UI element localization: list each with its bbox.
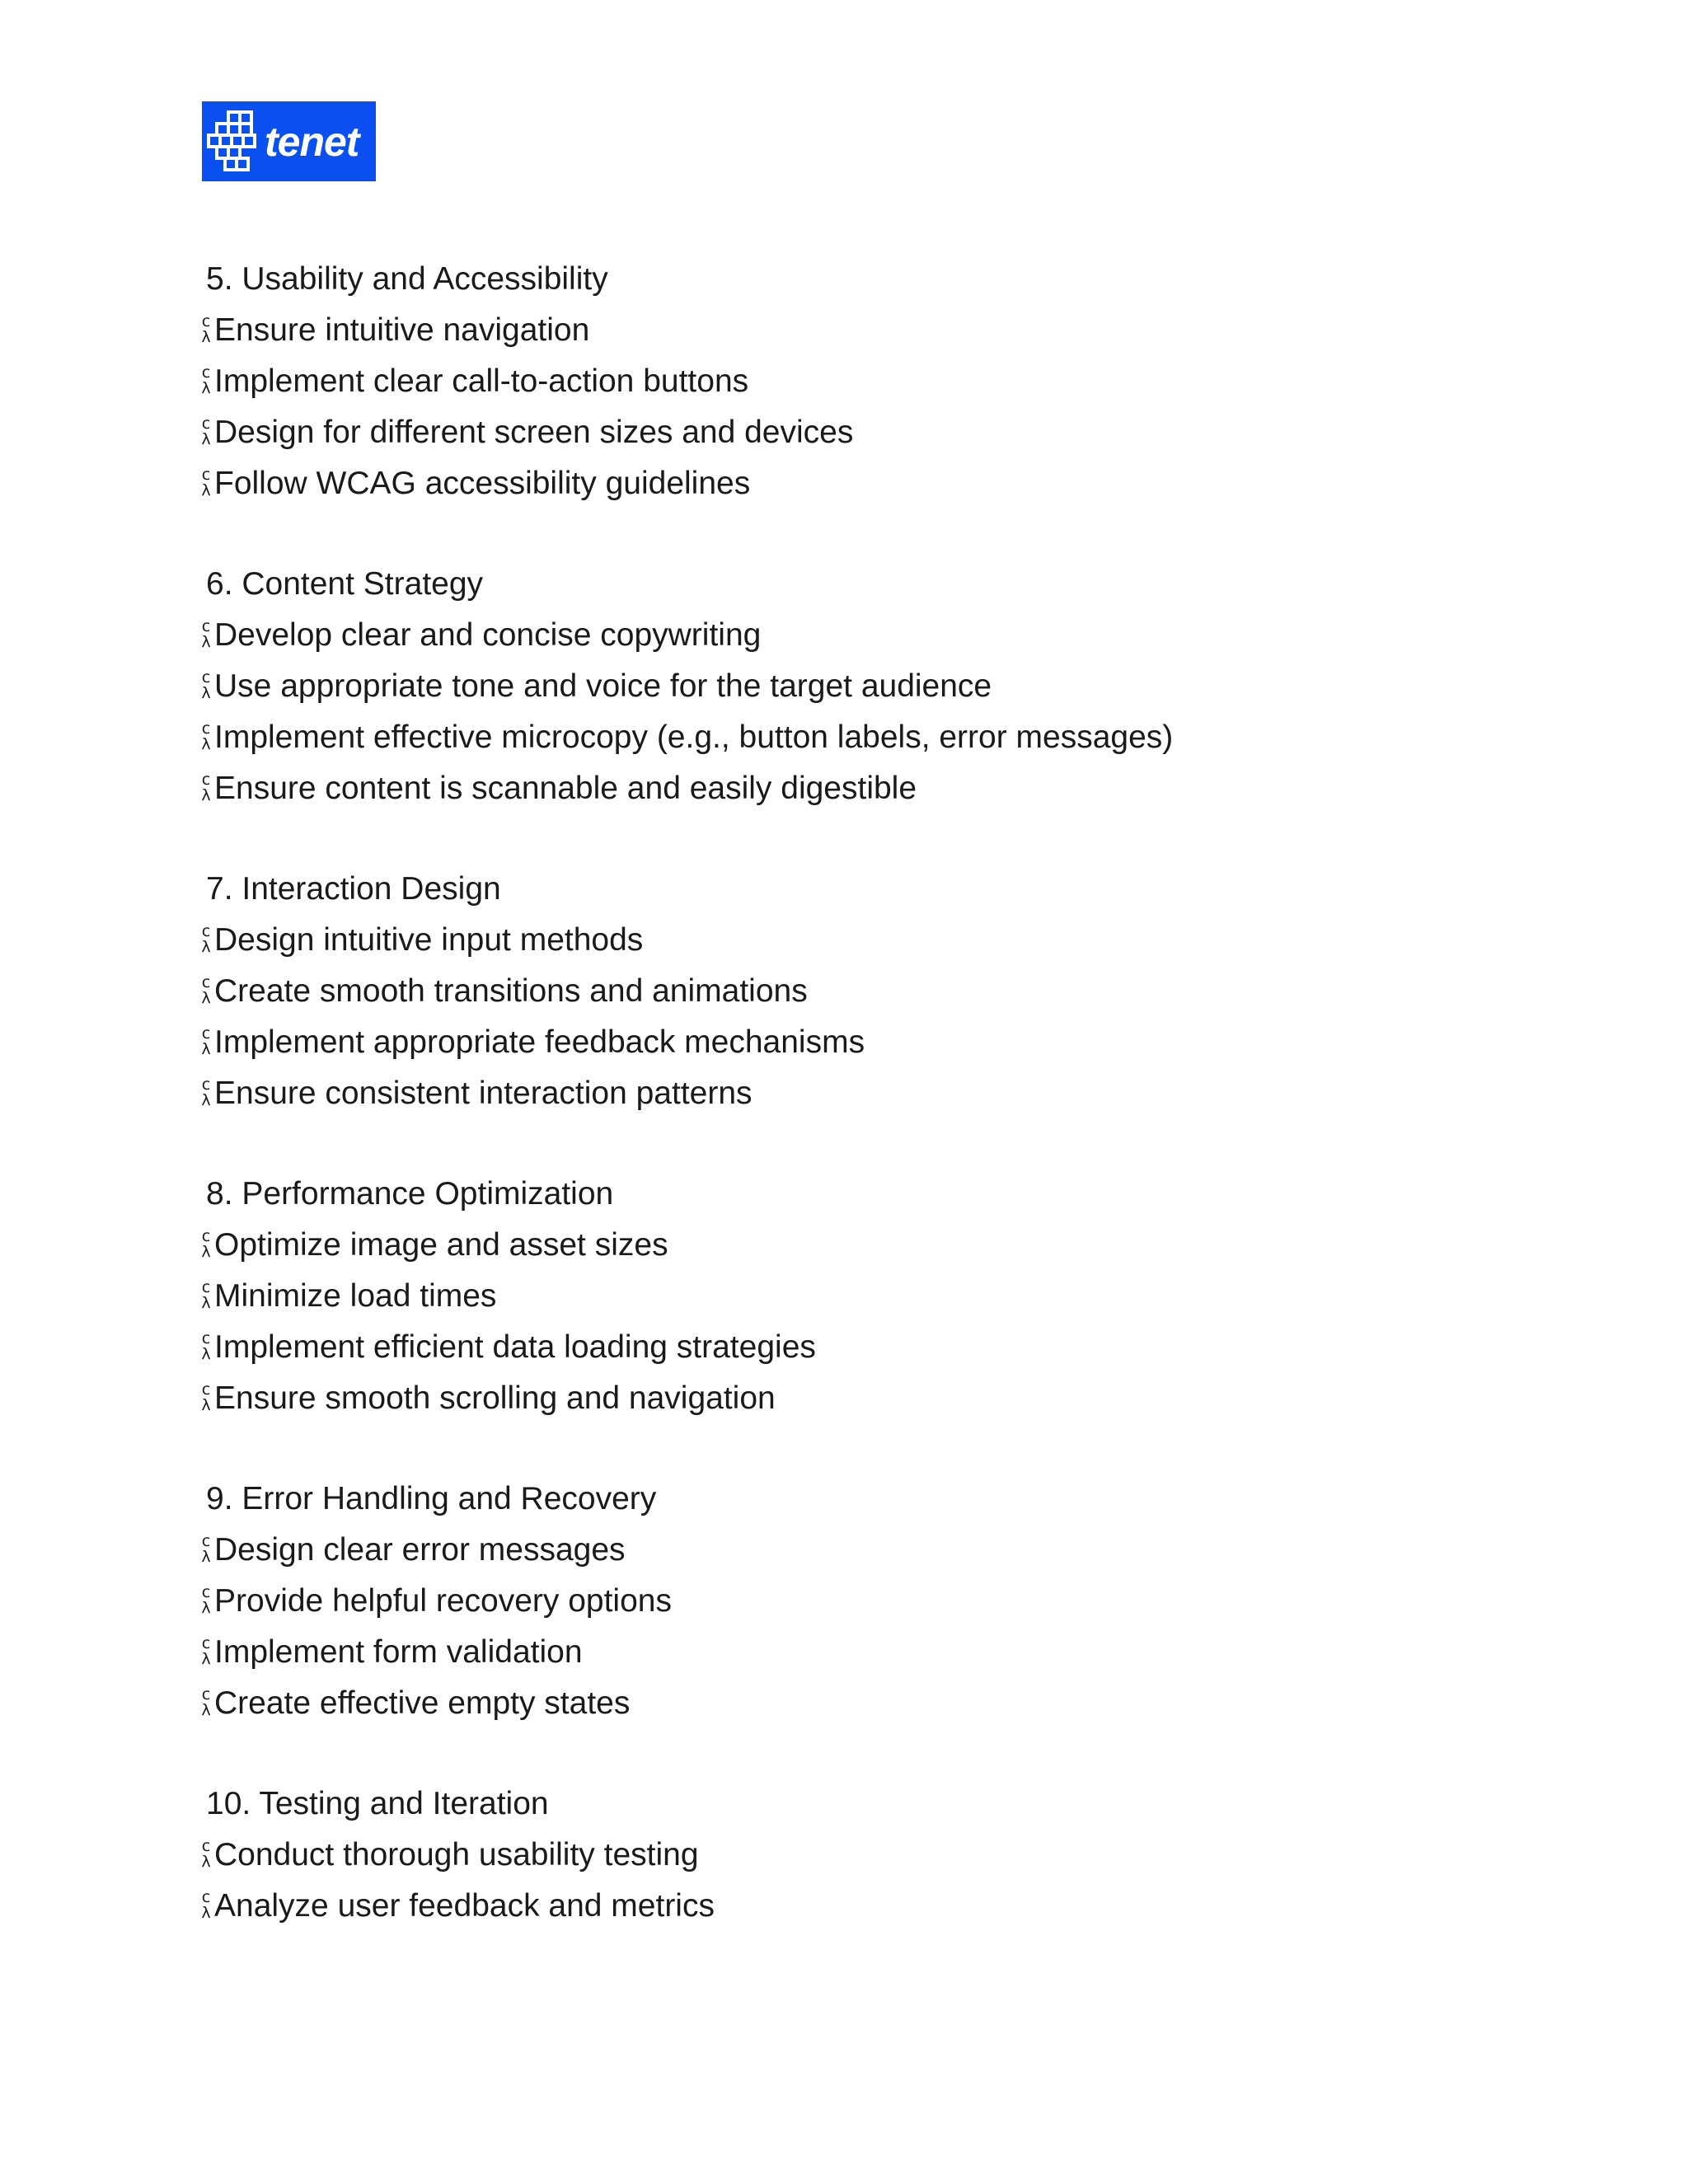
- bullet-glyph-bottom: λ: [201, 1243, 211, 1261]
- list-item: [200, 1322, 1601, 1373]
- bullet-icon: [200, 365, 212, 398]
- bullet-icon: [200, 416, 212, 449]
- list-item-text: Design intuitive input methods: [214, 922, 644, 958]
- section: [200, 1779, 1601, 1932]
- list-item-text: Ensure content is scannable and easily digestible: [214, 771, 917, 806]
- list-item: [200, 1627, 1601, 1678]
- list-item: [200, 915, 1601, 966]
- bullet-glyph-bottom: λ: [201, 1701, 211, 1719]
- list-item: [200, 712, 1601, 763]
- bullet-glyph-bottom: λ: [201, 1396, 211, 1414]
- section: [200, 559, 1601, 814]
- bullet-icon: [200, 1890, 212, 1923]
- bullet-glyph-top: c: [201, 1329, 211, 1347]
- bullet-glyph-top: c: [201, 1634, 211, 1652]
- list-item: [200, 356, 1601, 407]
- section-heading: 5. Usability and Accessibility: [206, 261, 608, 297]
- list-item: [200, 1017, 1601, 1068]
- list-item: [200, 458, 1601, 509]
- bullet-icon: [200, 1280, 212, 1313]
- list-item-text: Conduct thorough usability testing: [214, 1837, 699, 1872]
- tenet-logo: [202, 101, 376, 181]
- bullet-glyph-top: c: [201, 1024, 211, 1043]
- list-item-text: Create smooth transitions and animations: [214, 973, 808, 1009]
- bullet-icon: [200, 1636, 212, 1669]
- bullet-icon: [200, 1026, 212, 1059]
- bullet-glyph-bottom: λ: [201, 379, 211, 397]
- bullet-glyph-top: c: [201, 1278, 211, 1296]
- bullet-icon: [200, 1534, 212, 1567]
- list-item-text: Develop clear and concise copywriting: [214, 617, 762, 653]
- list-item: [200, 661, 1601, 712]
- section-heading: 9. Error Handling and Recovery: [206, 1481, 657, 1516]
- section: [200, 1169, 1601, 1424]
- list-item-text: Implement effective microcopy (e.g., button labels, error messages): [214, 719, 1174, 755]
- bullet-glyph-top: c: [201, 719, 211, 738]
- bullet-glyph-bottom: λ: [201, 1040, 211, 1058]
- section: [200, 864, 1601, 1119]
- list-item: [200, 1830, 1601, 1881]
- section-heading: 8. Performance Optimization: [206, 1176, 614, 1212]
- bullet-glyph-top: c: [201, 1076, 211, 1094]
- bullet-glyph-bottom: λ: [201, 430, 211, 448]
- bullet-icon: [200, 1382, 212, 1415]
- bullet-glyph-bottom: λ: [201, 1294, 211, 1312]
- list-item: [200, 407, 1601, 458]
- bullet-icon: [200, 670, 212, 703]
- bullet-icon: [200, 1687, 212, 1720]
- bullet-glyph-top: c: [201, 1837, 211, 1855]
- list-item: [200, 1068, 1601, 1119]
- list-item-text: Design clear error messages: [214, 1532, 626, 1568]
- bullet-glyph-top: c: [201, 363, 211, 382]
- bullet-glyph-bottom: λ: [201, 633, 211, 651]
- list-item-text: Design for different screen sizes and devices: [214, 415, 854, 450]
- bullet-icon: [200, 772, 212, 805]
- list-item: [200, 1525, 1601, 1576]
- list-item: [200, 1576, 1601, 1627]
- bullet-glyph-top: c: [201, 1583, 211, 1601]
- bullet-glyph-bottom: λ: [201, 328, 211, 346]
- list-item-text: Optimize image and asset sizes: [214, 1227, 668, 1263]
- list-item: [200, 1373, 1601, 1424]
- bullet-glyph-top: c: [201, 1380, 211, 1399]
- bullet-icon: [200, 1585, 212, 1618]
- bullet-glyph-bottom: λ: [201, 481, 211, 499]
- list-item: [200, 305, 1601, 356]
- list-item-text: Implement form validation: [214, 1634, 583, 1670]
- bullet-icon: [200, 1229, 212, 1262]
- bullet-glyph-bottom: λ: [201, 735, 211, 753]
- list-item-text: Implement appropriate feedback mechanisms: [214, 1024, 865, 1060]
- list-item: [200, 1220, 1601, 1271]
- list-item-text: Implement efficient data loading strategies: [214, 1329, 816, 1365]
- bullet-glyph-top: c: [201, 922, 211, 940]
- bullet-glyph-top: c: [201, 466, 211, 484]
- bullet-glyph-bottom: λ: [201, 989, 211, 1007]
- list-item-text: Minimize load times: [214, 1278, 497, 1314]
- list-item: [200, 610, 1601, 661]
- bullet-icon: [200, 721, 212, 754]
- section-heading: 6. Content Strategy: [206, 566, 484, 602]
- list-item-text: Ensure intuitive navigation: [214, 312, 590, 348]
- bullet-icon: [200, 1331, 212, 1364]
- bullet-glyph-bottom: λ: [201, 1599, 211, 1617]
- bullet-icon: [200, 619, 212, 652]
- bullet-icon: [200, 924, 212, 957]
- list-item: [200, 1678, 1601, 1729]
- bullet-glyph-bottom: λ: [201, 1345, 211, 1363]
- bullet-glyph-top: c: [201, 312, 211, 330]
- bullet-icon: [200, 1839, 212, 1872]
- list-item-text: Provide helpful recovery options: [214, 1583, 672, 1619]
- bullet-icon: [200, 467, 212, 500]
- bullet-glyph-top: c: [201, 1227, 211, 1245]
- document-body: [200, 254, 1601, 1981]
- bullet-glyph-bottom: λ: [201, 786, 211, 804]
- bullet-glyph-bottom: λ: [201, 1904, 211, 1922]
- bullet-glyph-bottom: λ: [201, 1548, 211, 1566]
- bullet-glyph-top: c: [201, 1888, 211, 1906]
- section: [200, 254, 1601, 509]
- bullet-glyph-bottom: λ: [201, 1091, 211, 1109]
- bullet-glyph-bottom: λ: [201, 1650, 211, 1668]
- section: [200, 1474, 1601, 1729]
- bullet-glyph-top: c: [201, 1685, 211, 1704]
- bullet-glyph-bottom: λ: [201, 938, 211, 956]
- logo-wordmark: tenet: [265, 118, 359, 165]
- bullet-glyph-bottom: λ: [201, 1853, 211, 1871]
- list-item-text: Ensure smooth scrolling and navigation: [214, 1380, 776, 1416]
- bullet-glyph-top: c: [201, 1532, 211, 1550]
- section-heading: 7. Interaction Design: [206, 871, 501, 907]
- list-item-text: Analyze user feedback and metrics: [214, 1888, 715, 1924]
- list-item-text: Create effective empty states: [214, 1685, 631, 1721]
- list-item: [200, 1881, 1601, 1932]
- bullet-icon: [200, 1077, 212, 1110]
- section-heading: 10. Testing and Iteration: [206, 1786, 549, 1821]
- bullet-glyph-top: c: [201, 771, 211, 789]
- list-item: [200, 966, 1601, 1017]
- list-item: [200, 1271, 1601, 1322]
- list-item-text: Implement clear call-to-action buttons: [214, 363, 749, 399]
- tenet-logo-mark-icon: [207, 110, 261, 174]
- bullet-glyph-top: c: [201, 973, 211, 991]
- bullet-glyph-top: c: [201, 415, 211, 433]
- bullet-glyph-bottom: λ: [201, 684, 211, 702]
- list-item-text: Use appropriate tone and voice for the target audience: [214, 668, 992, 704]
- bullet-icon: [200, 314, 212, 347]
- bullet-icon: [200, 975, 212, 1008]
- bullet-glyph-top: c: [201, 668, 211, 687]
- list-item-text: Ensure consistent interaction patterns: [214, 1076, 753, 1111]
- list-item-text: Follow WCAG accessibility guidelines: [214, 466, 751, 501]
- bullet-glyph-top: c: [201, 617, 211, 635]
- list-item: [200, 763, 1601, 814]
